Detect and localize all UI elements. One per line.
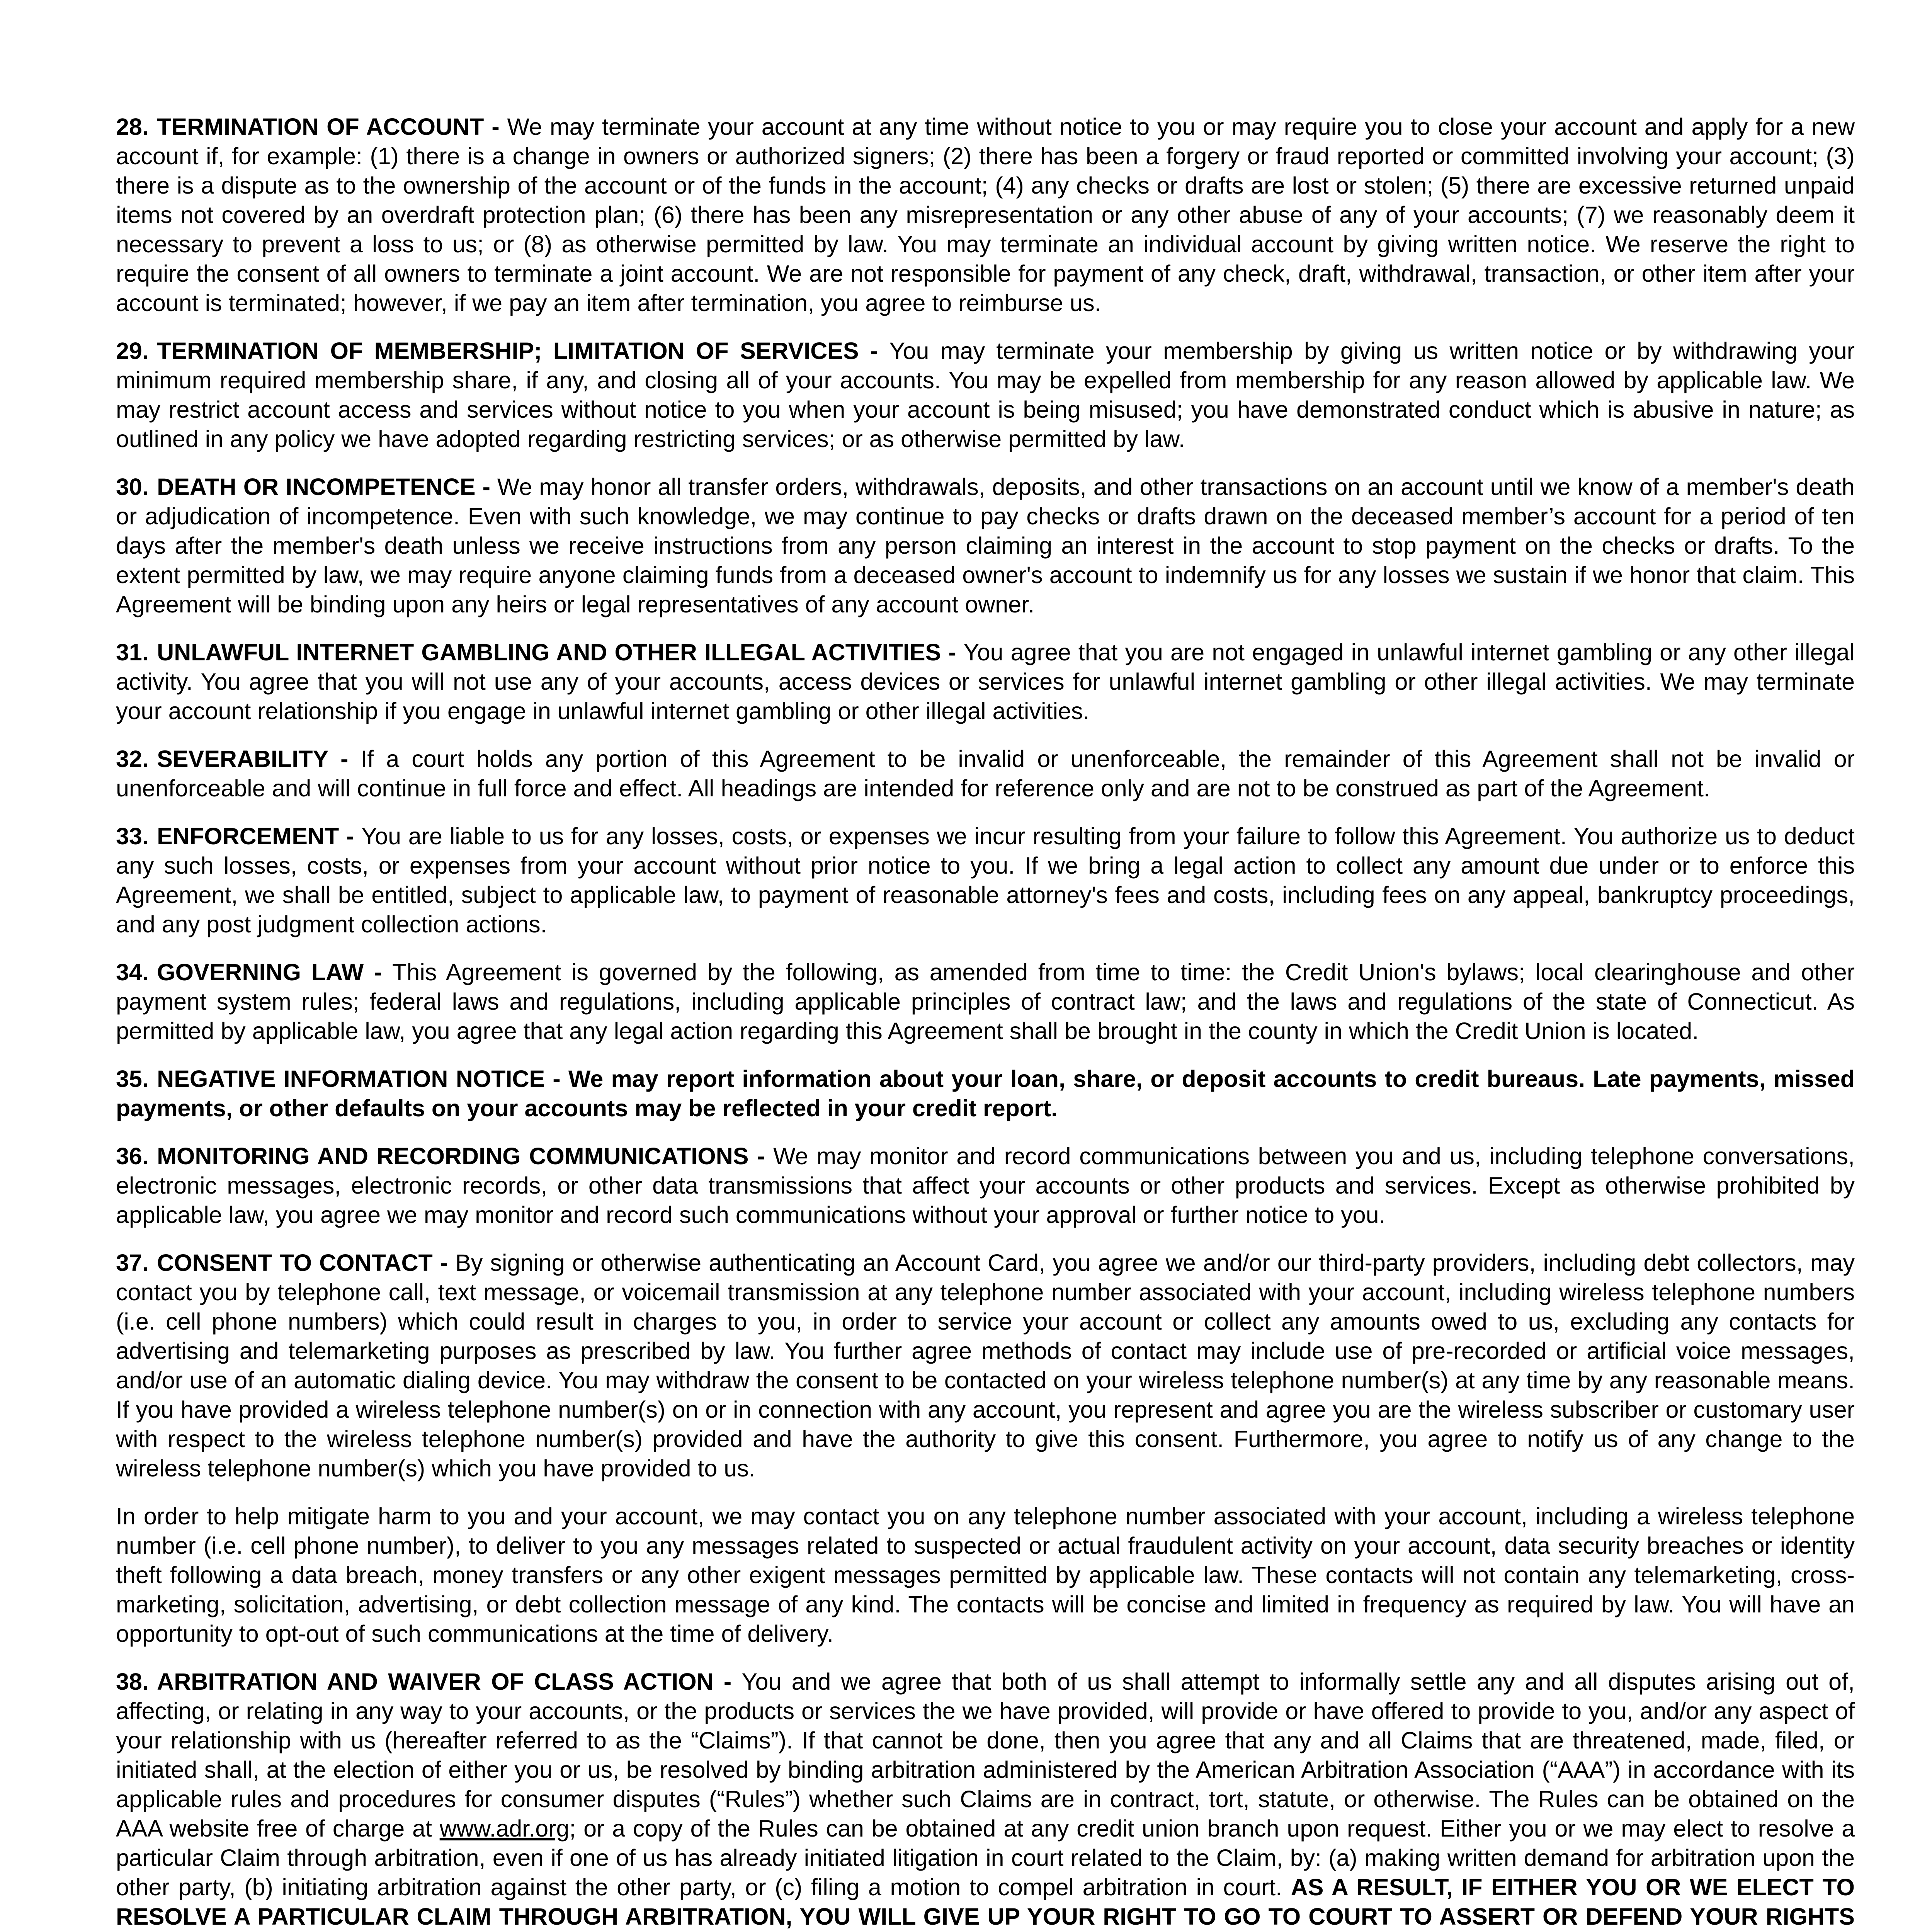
section-heading: TERMINATION OF ACCOUNT — [157, 114, 484, 140]
aaa-website-link[interactable]: www.adr.org — [439, 1815, 570, 1842]
section-heading: MONITORING AND RECORDING COMMUNICATIONS — [157, 1143, 749, 1169]
section-30 — [116, 472, 1855, 619]
section-number: 34. — [116, 959, 149, 985]
jury-waiver-text: AS A RESULT, IF EITHER YOU OR WE ELECT TO RESOLVE A PARTICULAR CLAIM THROUGH ARBITRATION, YOU WILL GIVE UP YOUR RIGHT TO GO TO COURT TO ASSERT OR DEFEND YOUR RIGHTS — [116, 1874, 1855, 1930]
heading-dash: - — [713, 1668, 742, 1695]
section-text: We may terminate your account at any time without notice to you or may require you to close your account and apply for a new account if, for example: (1) there is a change in owners or authorized signers; (2) there has been a forgery or fraud reported or committed involving your account; (3) there is a dispute as to the ownership of the account or of the funds in the account; (4) any checks or drafts are lost or stolen; (5) there are excessive returned unpaid items not covered by an overdraft protection plan; (6) there has been any misrepresentation or any other abuse of any of your accounts; (7) we reasonably deem it necessary to prevent a loss to us; or (8) as otherwise permitted by law. You may terminate an individual account by giving written notice. We reserve the right to require the consent of all owners to terminate a joint account. We are not responsible for payment of any check, draft, withdrawal, transaction, or other item after your account is terminated; however, if we pay an item after termination, you agree to reimburse us. — [116, 114, 1855, 316]
section-number: 29. — [116, 338, 149, 364]
section-31 — [116, 638, 1855, 726]
section-33 — [116, 821, 1855, 939]
heading-dash: - — [339, 823, 362, 849]
heading-dash: - — [748, 1143, 774, 1169]
section-34 — [116, 957, 1855, 1046]
section-heading: CONSENT TO CONTACT — [157, 1250, 433, 1276]
section-heading: TERMINATION OF MEMBERSHIP; LIMITATION OF SERVICES — [157, 338, 859, 364]
section-heading: SEVERABILITY — [157, 746, 328, 772]
section-32 — [116, 744, 1855, 803]
section-heading: ARBITRATION AND WAIVER OF CLASS ACTION — [157, 1668, 714, 1695]
section-heading: UNLAWFUL INTERNET GAMBLING AND OTHER ILLEGAL ACTIVITIES — [157, 639, 941, 665]
heading-dash: - — [475, 474, 497, 500]
section-text: We may honor all transfer orders, withdrawals, deposits, and other transactions on an account until we know of a member's death or adjudication of incompetence. Even with such knowledge, we may continue to pay checks or drafts drawn on the deceased member’s account for a period of ten days after the member's death unless we receive instructions from any person claiming an interest in the account to stop payment on the checks or drafts. To the extent permitted by law, we may require anyone claiming funds from a deceased owner's account to indemnify us for any losses we sustain if we honor that claim. This Agreement will be binding upon any heirs or legal representatives of any account owner. — [116, 474, 1855, 617]
heading-dash: - — [432, 1250, 456, 1276]
heading-dash: - — [545, 1066, 568, 1092]
section-35 — [116, 1064, 1855, 1123]
section-text: If a court holds any portion of this Agreement to be invalid or unenforceable, the remainder of this Agreement shall not be invalid or unenforceable and will continue in full force and effect. All headings are intended for reference only and are not to be construed as part of the Agreement. — [116, 746, 1855, 801]
section-heading: ENFORCEMENT — [157, 823, 339, 849]
section-heading: DEATH OR INCOMPETENCE — [157, 474, 476, 500]
section-text: ; or a copy of the Rules can be obtained at any credit union branch upon request. Either you or we may elect to resolve a particular Claim through arbitration, even if one of us has already initiated litigation in court related to the Claim, by: (a) making written demand for arbitration upon the other party, (b) initiating arbitration against the other party, or (c) filing a motion to compel arbitration in court. — [116, 1815, 1855, 1900]
section-29 — [116, 336, 1855, 454]
document-body — [116, 112, 1855, 1932]
section-37-continuation: In order to help mitigate harm to you and your account, we may contact you on any telephone number associated with your account, including a wireless telephone number (i.e. cell phone number), to deliver to you any messages related to suspected or actual fraudulent activity on your account, data security breaches or identity theft following a data breach, money transfers or any other exigent messages permitted by applicable law. These contacts will not contain any telemarketing, cross-marketing, solicitation, advertising, or debt collection message of any kind. The contacts will be concise and limited in frequency as required by law. You will have an opportunity to opt-out of such communications at the time of delivery. — [116, 1503, 1855, 1647]
section-number: 35. — [116, 1066, 149, 1092]
section-number: 33. — [116, 823, 149, 849]
heading-dash: - — [859, 338, 889, 364]
section-text: We may report information about your loan, share, or deposit accounts to credit bureaus. Late payments, missed payments, or other defaults on your accounts may be reflected in your credit report. — [116, 1066, 1855, 1121]
heading-dash: - — [328, 746, 361, 772]
section-38 — [116, 1667, 1855, 1932]
section-text: This Agreement is governed by the following, as amended from time to time: the Credit Union's bylaws; local clearinghouse and other payment system rules; federal laws and regulations, including applicable principles of contract law; and the laws and regulations of the state of Connecticut. As permitted by applicable law, you agree that any legal action regarding this Agreement shall be brought in the county in which the Credit Union is located. — [116, 959, 1855, 1044]
section-text: You may terminate your membership by giving us written notice or by withdrawing your minimum required membership share, if any, and closing all of your accounts. You may be expelled from membership for any reason allowed by applicable law. We may restrict account access and services without notice to you when your account is being misused; you have demonstrated conduct which is abusive in nature; as outlined in any policy we have adopted regarding restricting services; or as otherwise permitted by law. — [116, 338, 1855, 452]
section-text: By signing or otherwise authenticating an Account Card, you agree we and/or our third-party providers, including debt collectors, may contact you by telephone call, text message, or voicemail transmission at any telephone number associated with your account, including wireless telephone numbers (i.e. cell phone numbers) which could result in charges to you, in order to service your account or collect any amounts owed to us, excluding any contacts for advertising and telemarketing purposes as prescribed by law. You further agree methods of contact may include use of pre-recorded or artificial voice messages, and/or use of an automatic dialing device. You may withdraw the consent to be contacted on your wireless telephone number(s) at any time by any reasonable means. If you have provided a wireless telephone number(s) on or in connection with any account, you represent and agree you are the wireless subscriber or customary user with respect to the wireless telephone number(s) provided and have the authority to give this consent. Furthermore, you agree to notify us of any change to the wireless telephone number(s) which you have provided to us. — [116, 1250, 1855, 1481]
section-number: 30. — [116, 474, 149, 500]
section-text: You agree that you are not engaged in unlawful internet gambling or any other illegal activity. You agree that you will not use any of your accounts, access devices or services for unlawful internet gambling or other illegal activities. We may terminate your account relationship if you engage in unlawful internet gambling or other illegal activities. — [116, 639, 1855, 724]
section-36 — [116, 1141, 1855, 1230]
heading-dash: - — [941, 639, 964, 665]
heading-dash: - — [364, 959, 393, 985]
section-37 — [116, 1248, 1855, 1483]
section-number: 38. — [116, 1668, 149, 1695]
section-heading: NEGATIVE INFORMATION NOTICE — [157, 1066, 545, 1092]
section-number: 28. — [116, 114, 149, 140]
section-text: You are liable to us for any losses, costs, or expenses we incur resulting from your failure to follow this Agreement. You authorize us to deduct any such losses, costs, or expenses from your account without prior notice to you. If we bring a legal action to collect any amount due under or to enforce this Agreement, we shall be entitled, subject to applicable law, to payment of reasonable attorney's fees and costs, including fees on any appeal, bankruptcy proceedings, and any post judgment collection actions. — [116, 823, 1855, 937]
section-number: 31. — [116, 639, 149, 665]
section-text: We may monitor and record communications between you and us, including telephone conversations, electronic messages, electronic records, or other data transmissions that affect your accounts or other products and services. Except as otherwise prohibited by applicable law, you agree we may monitor and record such communications without your approval or further notice to you. — [116, 1143, 1855, 1228]
section-text: You and we agree that both of us shall attempt to informally settle any and all disputes arising out of, affecting, or relating in any way to your accounts, or the products or services the we have provided, will provide or have offered to provide to you, and/or any aspect of your relationship with us (hereafter referred to as the “Claims”). If that cannot be done, then you agree that any and all Claims that are threatened, made, filed, or initiated shall, at the election of either you or us, be resolved by binding arbitration administered by the American Arbitration Association (“AAA”) in accordance with its applicable rules and procedures for consumer disputes (“Rules”) whether such Claims are in contract, tort, statute, or otherwise. The Rules can be obtained on the AAA website free of charge at — [116, 1668, 1855, 1842]
section-28 — [116, 112, 1855, 318]
section-heading: GOVERNING LAW — [157, 959, 364, 985]
heading-dash: - — [484, 114, 507, 140]
section-number: 36. — [116, 1143, 149, 1169]
section-number: 32. — [116, 746, 149, 772]
section-number: 37. — [116, 1250, 149, 1276]
